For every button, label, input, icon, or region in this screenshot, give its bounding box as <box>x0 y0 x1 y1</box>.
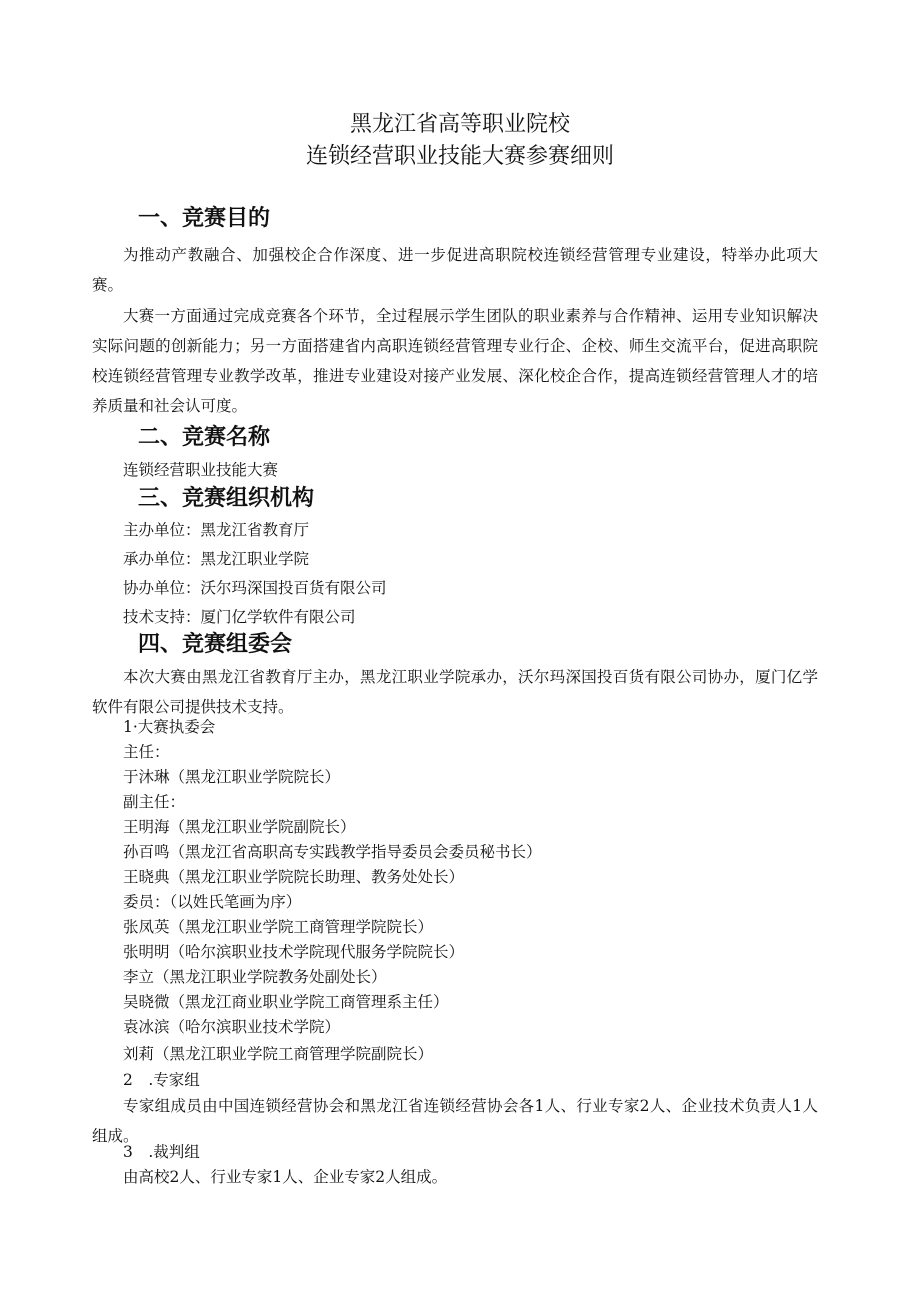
committee-line: 袁冰滨（哈尔滨职业技术学院） <box>123 1018 341 1036</box>
committee-line: 王晓典（黑龙江职业学院院长助理、教务处处长） <box>123 868 465 886</box>
committee-line: 孙百鸣（黑龙江省高职高专实践教学指导委员会委员秘书长） <box>123 843 542 861</box>
paragraph-expert-group: 专家组成员由中国连锁经营协会和黑龙江省连锁经营协会各1人、行业专家2人、企业技术负责人1人组成。 <box>92 1097 818 1145</box>
section-heading-committee: 四、竞赛组委会 <box>138 632 293 657</box>
committee-line: 张凤英（黑龙江职业学院工商管理学院院长） <box>123 918 434 936</box>
paragraph-purpose-2: 大赛一方面通过完成竞赛各个环节，全过程展示学生团队的职业素养与合作精神、运用专业知识解决实际问题的创新能力；另一方面搭建省内高职连锁经营管理专业行企、企校、师生交流平台，促进高职院校连锁经营管理专业教学改革，推进专业建设对接产业发展、深化校企合作，提高连锁经营管理人才的培养质量和社会认可度。 <box>92 307 818 415</box>
organizer-unit: 承办单位：黑龙江职业学院 <box>123 550 310 568</box>
document-title-line-2: 连锁经营职业技能大赛参赛细则 <box>305 144 614 169</box>
committee-line: 王明海（黑龙江职业学院副院长） <box>123 818 356 836</box>
paragraph-purpose-1: 为推动产教融合、加强校企合作深度、进一步促进高职院校连锁经营管理专业建设，特举办此项大赛。 <box>92 246 818 294</box>
subsection-expert-group: 2 .专家组 <box>123 1071 200 1089</box>
subsection-judge-group: 3 .裁判组 <box>123 1143 200 1161</box>
section-heading-name: 二、竞赛名称 <box>138 425 271 450</box>
committee-line: 张明明（哈尔滨职业技术学院现代服务学院院长） <box>123 943 465 961</box>
committee-line: 委员：（以姓氏笔画为序） <box>123 893 302 911</box>
section-heading-purpose: 一、竞赛目的 <box>138 206 271 231</box>
committee-line: 主任： <box>123 743 170 761</box>
document-title-line-1: 黑龙江省高等职业院校 <box>349 112 570 137</box>
host-unit: 主办单位：黑龙江省教育厅 <box>123 521 310 539</box>
paragraph-judge-group: 由高校2人、行业专家1人、企业专家2人组成。 <box>123 1168 448 1186</box>
committee-line: 刘莉（黑龙江职业学院工商管理学院副院长） <box>123 1045 434 1063</box>
tech-support-unit: 技术支持：厦门亿学软件有限公司 <box>123 608 356 626</box>
committee-line: 李立（黑龙江职业学院教务处副处长） <box>123 968 387 986</box>
subsection-executive-committee: 1·大赛执委会 <box>123 718 216 736</box>
co-organizer-unit: 协办单位：沃尔玛深国投百货有限公司 <box>123 579 387 597</box>
competition-name: 连锁经营职业技能大赛 <box>123 461 279 479</box>
committee-line: 于沐琳（黑龙江职业学院院长） <box>123 768 341 786</box>
paragraph-committee-intro: 本次大赛由黑龙江省教育厅主办，黑龙江职业学院承办，沃尔玛深国投百货有限公司协办，厦门亿学软件有限公司提供技术支持。 <box>92 668 818 716</box>
committee-line: 副主任： <box>123 793 186 811</box>
committee-line: 吴晓微（黑龙江商业职业学院工商管理系主任） <box>123 993 449 1011</box>
section-heading-organization: 三、竞赛组织机构 <box>138 486 315 511</box>
